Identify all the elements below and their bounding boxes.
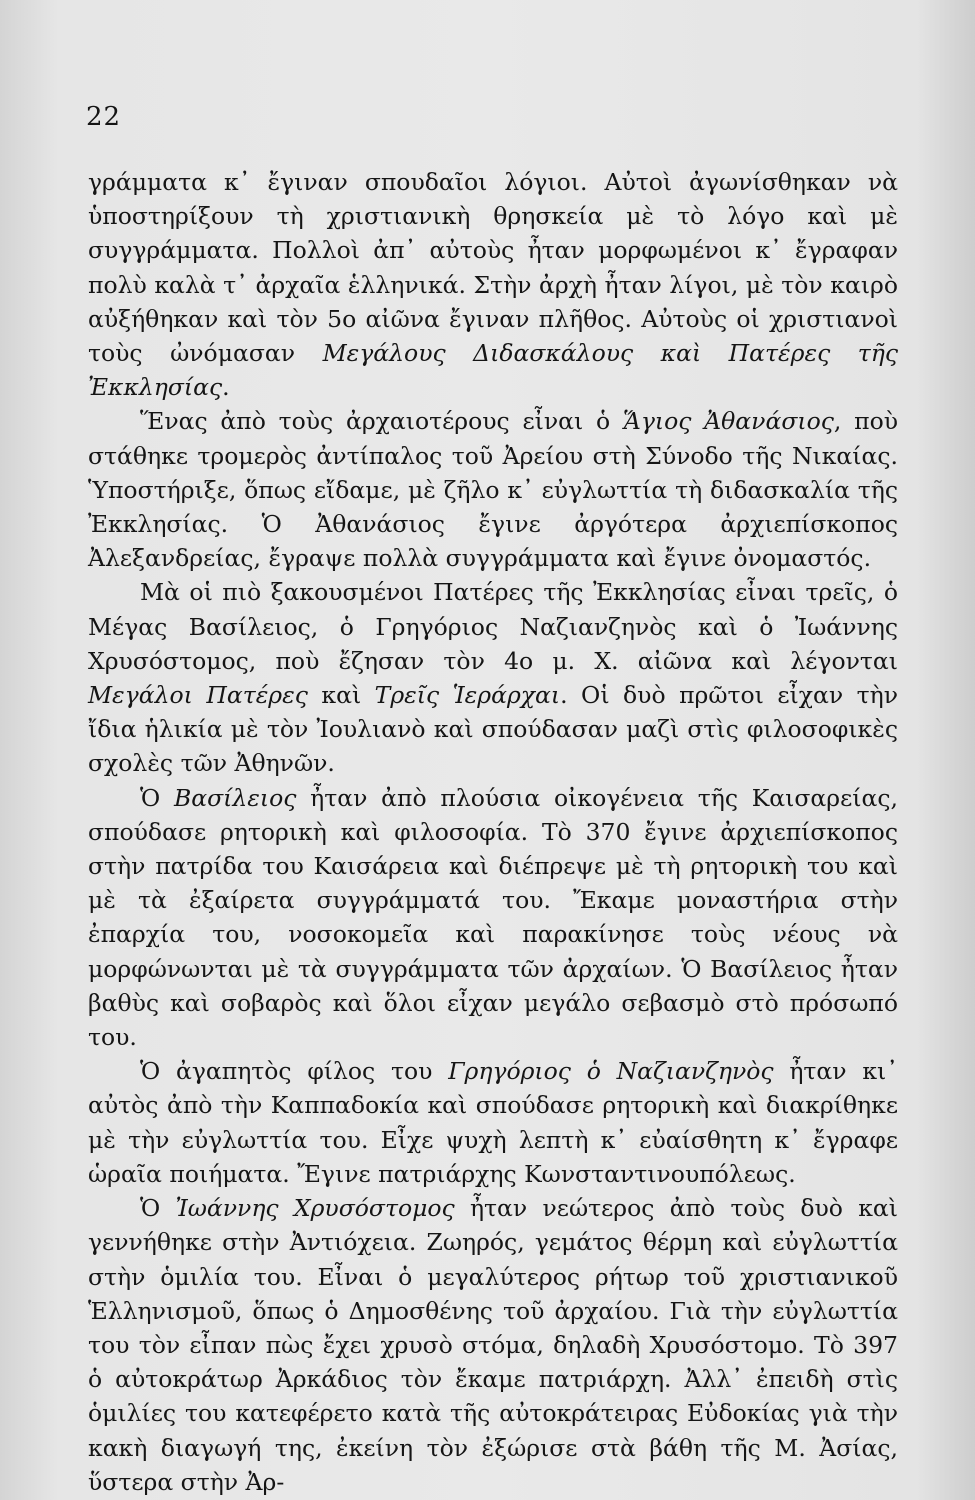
italic-text-run: Τρεῖς Ἱεράρχαι <box>374 681 561 710</box>
text-run: Ὁ <box>140 783 174 812</box>
paragraph <box>88 1191 898 1499</box>
text-run: Ὁ <box>140 1194 176 1223</box>
italic-text-run: Βασίλειος <box>173 783 297 812</box>
text-run: ἦταν κι᾽ αὐτὸς ἀπὸ τὴν Καππαδοκία καὶ σπούδασε ρητορικὴ καὶ διακρίθηκε μὲ τὴν εὐγλωττία του. Εἶχε ψυχὴ λεπτὴ κ᾽ εὐαίσθητη κ᾽ ἔγραφε ὡραῖα ποιήματα. Ἔγινε πατριάρχης Κωνσταντινουπόλεως. <box>88 1057 898 1188</box>
paragraph <box>88 575 898 780</box>
italic-text-run: Μεγάλοι Πατέρες <box>88 681 308 710</box>
italic-text-run: Γρηγόριος ὁ Ναζιανζηνὸς <box>448 1057 774 1086</box>
text-run: γράμματα κ᾽ ἔγιναν σπουδαῖοι λόγιοι. Αὐτοὶ ἀγωνίσθηκαν νὰ ὑποστηρίξουν τὴ χριστιανικὴ θρησκεία μὲ τὸ λόγο καὶ μὲ συγγράμματα. Πολλοὶ ἀπ᾽ αὐτοὺς ἦταν μορφωμένοι κ᾽ ἔγραφαν πολὺ καλὰ τ᾽ ἀρχαῖα ἑλληνικά. Στὴν ἀρχὴ ἦταν λίγοι, μὲ τὸν καιρὸ αὐξήθηκαν καὶ τὸν 5ο αἰῶνα ἔγιναν πλῆθος. Αὐτοὺς οἱ χριστιανοὶ τοὺς ὠνόμασαν <box>88 168 898 368</box>
paragraph <box>88 781 898 1055</box>
paragraph <box>88 404 898 575</box>
italic-text-run: Μεγάλους Διδασκάλους καὶ Πατέρες τῆς Ἐκκλησίας <box>88 339 898 402</box>
paragraph <box>88 165 898 404</box>
text-run: Μὰ οἱ πιὸ ξακουσμένοι Πατέρες τῆς Ἐκκλησίας εἶναι τρεῖς, ὁ Μέγας Βασίλειος, ὁ Γρηγόριος Ναζιανζηνὸς καὶ ὁ Ἰωάννης Χρυσόστομος, ποὺ ἔζησαν τὸν 4ο μ. Χ. αἰῶνα καὶ λέγονται <box>88 578 898 675</box>
text-run: καὶ <box>307 681 375 710</box>
text-run: Ὁ ἀγαπητὸς φίλος του <box>140 1057 449 1086</box>
page-number: 22 <box>86 102 122 132</box>
text-run: . Οἱ δυὸ πρῶτοι εἶχαν τὴν ἴδια ἡλικία μὲ τὸν Ἰουλιανὸ καὶ σπούδασαν μαζὶ στὶς φιλοσοφικὲς σχολὲς τῶν Ἀθηνῶν. <box>88 681 898 778</box>
body-text <box>88 165 898 1499</box>
paragraph <box>88 1054 898 1191</box>
text-run: Ἕνας ἀπὸ τοὺς ἀρχαιοτέρους εἶναι ὁ <box>140 407 623 436</box>
italic-text-run: Ἰωάννης Χρυσόστομος <box>175 1194 455 1223</box>
text-run: ἦταν νεώτερος ἀπὸ τοὺς δυὸ καὶ γεννήθηκε στὴν Ἀντιόχεια. Ζωηρός, γεμάτος θέρμη καὶ εὐγλωττία στὴν ὁμιλία του. Εἶναι ὁ μεγαλύτερος ρήτωρ τοῦ χριστιανικοῦ Ἑλληνισμοῦ, ὅπως ὁ Δημοσθένης τοῦ ἀρχαίου. Γιὰ τὴν εὐγλωττία του τὸν εἶπαν πὼς ἔχει χρυσὸ στόμα, δηλαδὴ Χρυσόστομο. Τὸ 397 ὁ αὐτοκράτωρ Ἀρκάδιος τὸν ἔκαμε πατριάρχη. Ἀλλ᾽ ἐπειδὴ στὶς ὁμιλίες του κατεφέρετο κατὰ τῆς αὐτοκράτειρας Εὐδοκίας γιὰ τὴν κακὴ διαγωγή της, ἐκείνη τὸν ἐξώρισε στὰ βάθη τῆς Μ. Ἀσίας, ὕστερα στὴν Ἀρ- <box>88 1194 899 1496</box>
text-run: , ποὺ στάθηκε τρομερὸς ἀντίπαλος τοῦ Ἀρείου στὴ Σύνοδο τῆς Νικαίας. Ὑποστήριξε, ὅπως εἴδαμε, μὲ ζῆλο κ᾽ εὐγλωττία τὴ διδασκαλία τῆς Ἐκκλησίας. Ὁ Ἀθανάσιος ἔγινε ἀργότερα ἀρχιεπίσκοπος Ἀλεξανδρείας, ἔγραψε πολλὰ συγγράμματα καὶ ἔγινε ὀνομαστός. <box>88 407 898 573</box>
text-run: ἦταν ἀπὸ πλούσια οἰκογένεια τῆς Καισαρείας, σπούδασε ρητορικὴ καὶ φιλοσοφία. Τὸ 370 ἔγινε ἀρχιεπίσκοπος στὴν πατρίδα του Καισάρεια καὶ διέπρεψε μὲ τὴ ρητορικὴ του καὶ μὲ τὰ ἐξαίρετα συγγράμματά του. Ἔκαμε μοναστήρια στὴν ἐπαρχία του, νοσοκομεῖα καὶ παρακίνησε τοὺς νέους νὰ μορφώνωνται μὲ τὰ συγγράμματα τῶν ἀρχαίων. Ὁ Βασίλειος ἦταν βαθὺς καὶ σοβαρὸς καὶ ὅλοι εἶχαν μεγάλο σεβασμὸ στὸ πρόσωπό του. <box>88 783 899 1052</box>
italic-text-run: Ἅγιος Ἀθανάσιος <box>622 407 834 436</box>
text-run: . <box>222 373 230 402</box>
